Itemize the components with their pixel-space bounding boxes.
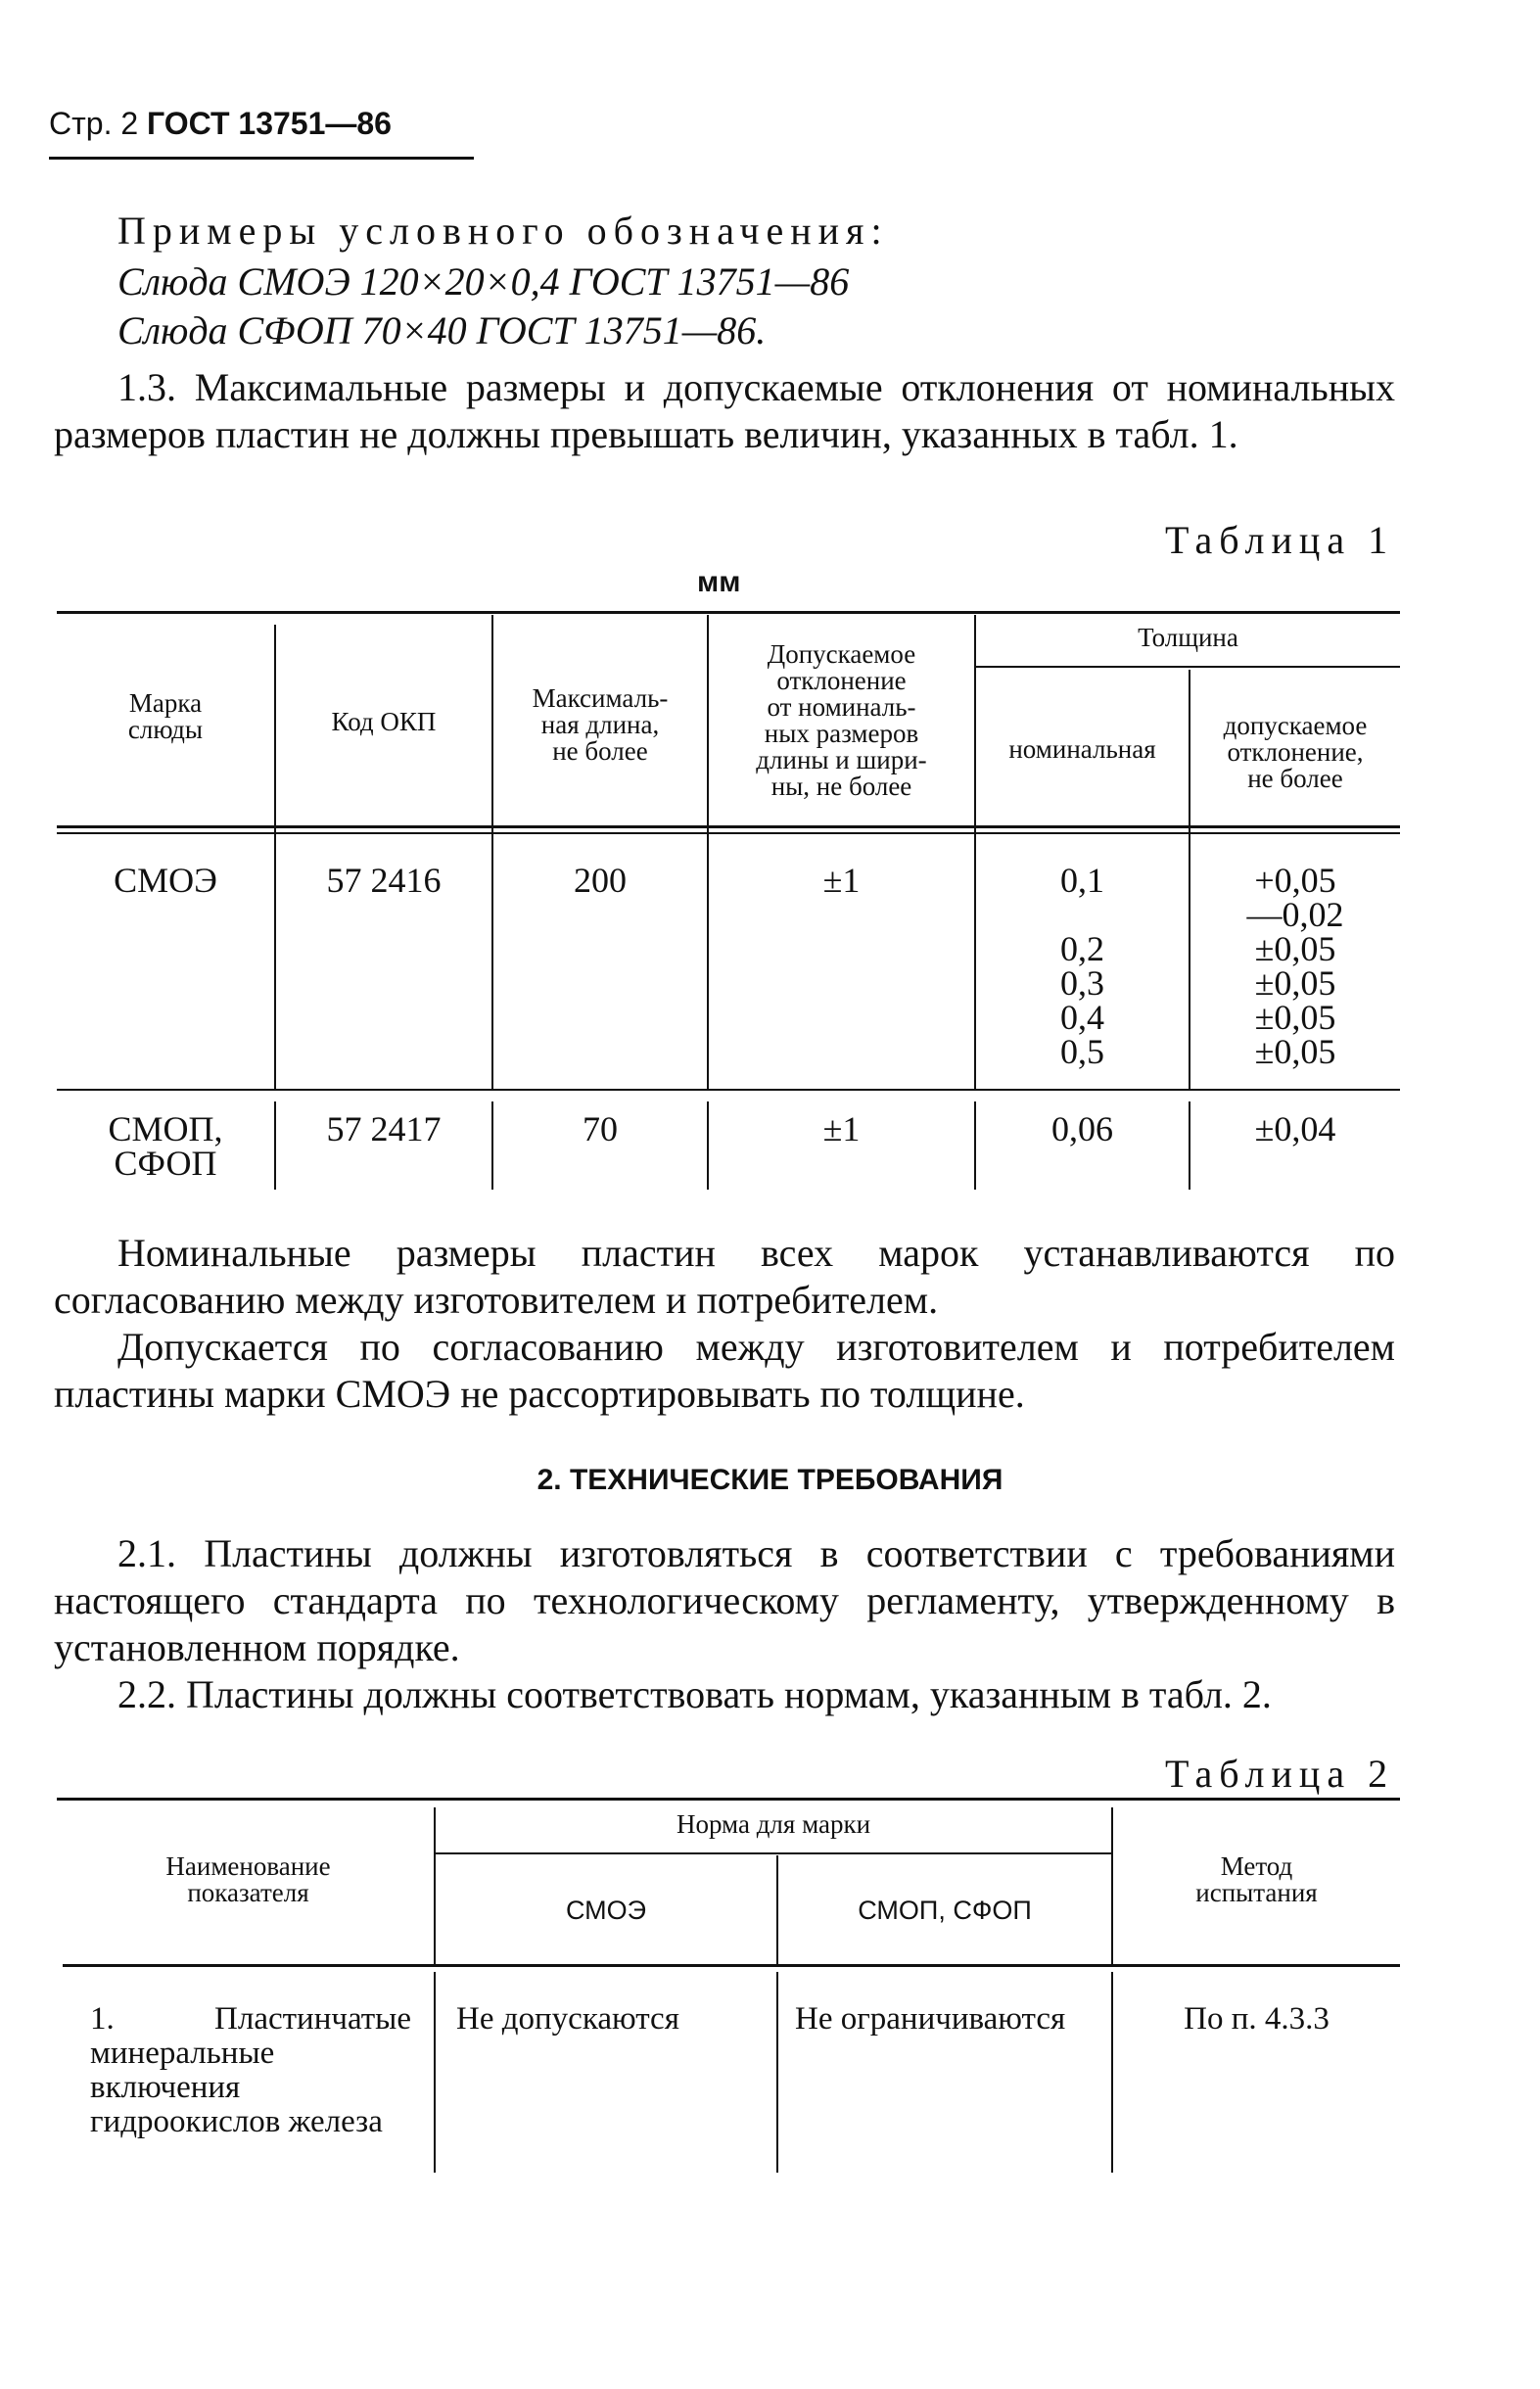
table1-cell-thickness-dev: ±0,05 <box>1254 998 1336 1037</box>
table1-cell-nominal: 0,3 <box>1060 963 1104 1003</box>
table1-cell-thickness-dev: +0,05 <box>1254 861 1336 900</box>
table2-cell-smop: Не ограничиваются <box>795 2001 1066 2037</box>
table1-caption: Таблица 1 <box>1165 518 1395 562</box>
header-rule <box>49 157 474 160</box>
table1-cell-nominal: 0,2 <box>1060 929 1104 968</box>
paragraph-2-2: 2.2. Пластины должны соответствовать нормам, указанным в табл. 2. <box>117 1672 1272 1716</box>
table2-norm-rule <box>436 1852 1111 1854</box>
table1-cell-mark: СМОЭ <box>114 861 217 900</box>
table2-vline <box>776 1972 778 2173</box>
table1-header-rule <box>57 825 1400 828</box>
table1-cell-mark: СМОП, СФОП <box>108 1109 223 1183</box>
table1-cell-thickness-dev: —0,02 <box>1246 895 1344 934</box>
table1-cell-nominal-list <box>976 861 1189 1071</box>
table1-cell-nominal: 0,4 <box>1060 998 1104 1037</box>
table1-header-thickness: Толщина <box>1138 623 1238 652</box>
paragraph-1-3: 1.3. Максимальные размеры и допускаемые отклонения от номинальных размеров пластин не должны превышать величин, указанных в табл. 1. <box>54 365 1395 456</box>
table1-cell-thickness-dev: ±0,04 <box>1254 1109 1336 1148</box>
table1-header-okp: Код ОКП <box>331 707 437 736</box>
table1-header-max-length: Максималь- ная длина, не более <box>532 683 669 766</box>
table1-unit: мм <box>697 566 741 598</box>
table1-thickness-rule <box>974 666 1400 668</box>
table1-cell-deviation: ±1 <box>822 1109 861 1148</box>
table1-cell-thickness-dev: ±0,05 <box>1254 963 1336 1003</box>
standard-number: ГОСТ 13751—86 <box>147 106 392 141</box>
table1-header-deviation: Допускаемое отклонение от номиналь- ных размеров длины и шири- ны, не более <box>756 639 927 801</box>
table2-caption: Таблица 2 <box>1165 1752 1395 1796</box>
table2-header-smop: СМОП, СФОП <box>858 1896 1032 1925</box>
examples-title: Примеры условного обозначения: <box>117 209 889 253</box>
table1-cell-thickness-dev-list <box>1190 861 1400 1071</box>
table1-cell-max-length: 70 <box>583 1109 618 1148</box>
table2-top-rule <box>57 1798 1400 1801</box>
table1-top-rule <box>57 611 1400 614</box>
table1-cell-nominal: 0,5 <box>1060 1032 1104 1071</box>
table1-cell-nominal: 0,1 <box>1060 861 1104 900</box>
paragraph-allowed: Допускается по согласованию между изготовителем и потребителем пластины марки СМОЭ не рассортировывать по толщине. <box>54 1325 1395 1416</box>
table2-cell-smoe: Не допускаются <box>456 2001 679 2037</box>
table1-cell-nominal <box>976 898 1189 932</box>
table2-vline <box>434 1972 436 2173</box>
table1-header-mark: Марка слюды <box>127 688 204 744</box>
page-number: Стр. 2 <box>49 106 139 141</box>
table1-cell-okp: 57 2417 <box>326 1109 442 1148</box>
table2-header-name: Наименование показателя <box>165 1851 331 1907</box>
table1-cell-nominal: 0,06 <box>1051 1109 1113 1148</box>
table2-cell-method: По п. 4.3.3 <box>1184 2001 1330 2037</box>
section-2-title: 2. ТЕХНИЧЕСКИЕ ТРЕБОВАНИЯ <box>537 1464 1003 1496</box>
table2-header-rule <box>63 1964 1400 1967</box>
example-line-2: Слюда СФОП 70×40 ГОСТ 13751—86. <box>117 308 767 352</box>
table1-cell-okp: 57 2416 <box>326 861 442 900</box>
table2-header-smoe: СМОЭ <box>565 1896 647 1925</box>
table1-cell-max-length: 200 <box>574 861 627 900</box>
table1-header-rule-2 <box>57 832 1400 834</box>
table1-vline <box>274 625 276 1090</box>
table1-header-nominal: номинальная <box>1008 734 1156 764</box>
table2-cell-name: 1. Пластинчатые минеральные включения гидроокислов железа <box>90 2001 411 2139</box>
table1-header-thickness-dev: допускаемое отклонение, не более <box>1223 711 1368 793</box>
table2-header-norm: Норма для марки <box>676 1809 871 1839</box>
example-line-1: Слюда СМОЭ 120×20×0,4 ГОСТ 13751—86 <box>117 259 850 304</box>
paragraph-2-1: 2.1. Пластины должны изготовляться в соответствии с требованиями настоящего стандарта по технологическому регламенту, утвержденному в установленном порядке. <box>54 1531 1395 1669</box>
table1-cell-thickness-dev: ±0,05 <box>1254 929 1336 968</box>
table1-cell-deviation: ±1 <box>822 861 861 900</box>
table2-header-method: Метод испытания <box>1195 1851 1318 1907</box>
table1-cell-thickness-dev: ±0,05 <box>1254 1032 1336 1071</box>
paragraph-nominal: Номинальные размеры пластин всех марок устанавливаются по согласованию между изготовителем и потребителем. <box>54 1231 1395 1322</box>
table1-row-rule <box>57 1089 1400 1091</box>
page-header <box>49 106 392 142</box>
